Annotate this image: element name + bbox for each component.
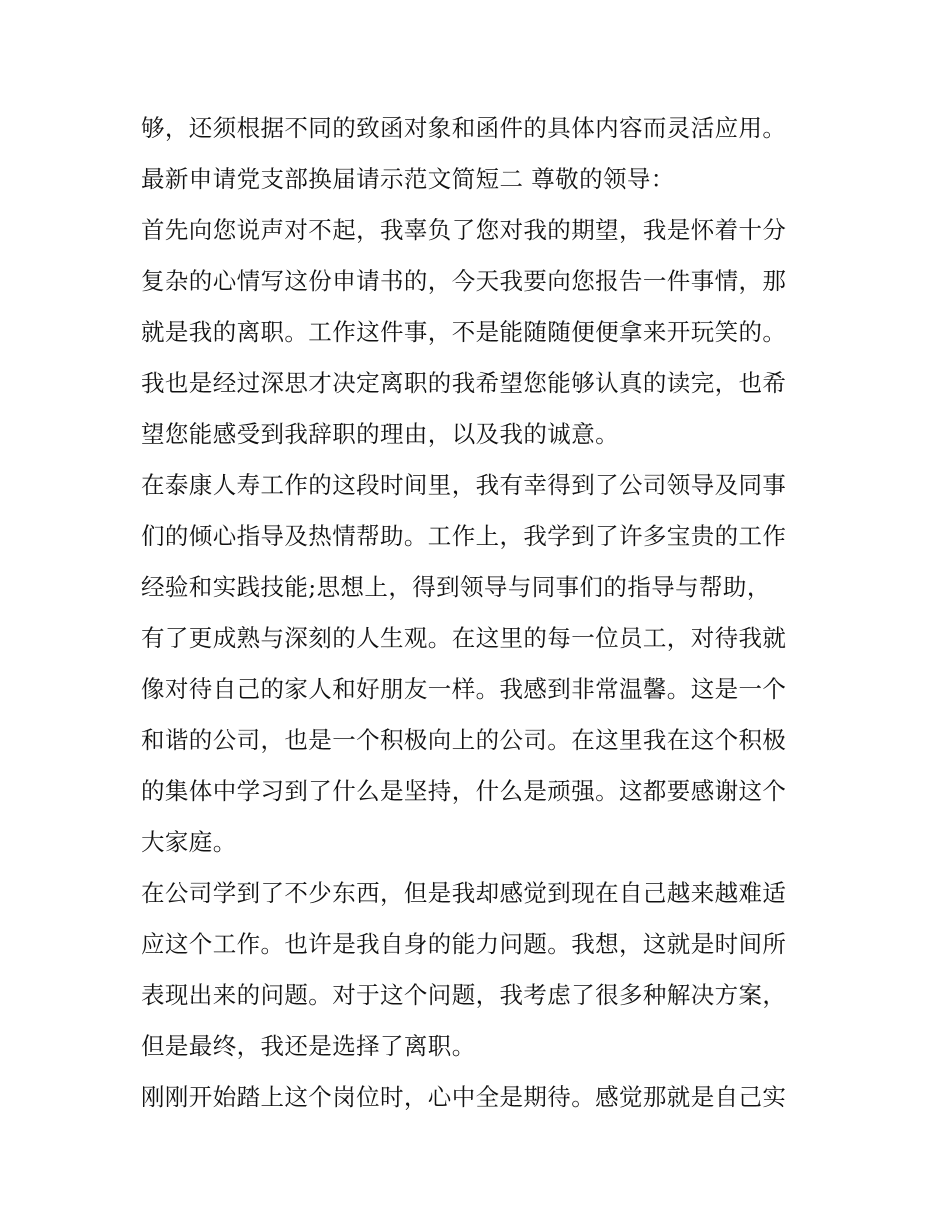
text-line: 望您能感受到我辞职的理由，以及我的诚意。	[141, 420, 619, 448]
text-line: 就是我的离职。工作这件事，不是能随随便便拿来开玩笑的。	[141, 318, 787, 346]
text-line: 有了更成熟与深刻的人生观。在这里的每一位员工，对待我就	[141, 624, 787, 652]
body-text	[141, 103, 821, 1123]
text-line: 但是最终，我还是选择了离职。	[141, 1032, 476, 1060]
text-line: 像对待自己的家人和好朋友一样。我感到非常温馨。这是一个	[141, 675, 787, 703]
text-line: 首先向您说声对不起，我辜负了您对我的期望，我是怀着十分	[141, 216, 787, 244]
text-line: 在泰康人寿工作的这段时间里，我有幸得到了公司领导及同事	[141, 471, 787, 499]
text-line: 经验和实践技能;思想上，得到领导与同事们的指导与帮助，	[141, 573, 771, 601]
section-heading-line: 最新申请党支部换届请示范文简短二 尊敬的领导：	[141, 165, 675, 193]
text-line: 的集体中学习到了什么是坚持，什么是顽强。这都要感谢这个	[141, 777, 787, 805]
text-line: 在公司学到了不少东西，但是我却感觉到现在自己越来越难适	[141, 879, 787, 907]
text-line: 应这个工作。也许是我自身的能力问题。我想，这就是时间所	[141, 930, 787, 958]
text-line: 我也是经过深思才决定离职的我希望您能够认真的读完，也希	[141, 369, 787, 397]
text-line: 表现出来的问题。对于这个问题，我考虑了很多种解决方案，	[141, 981, 787, 1009]
text-line: 刚刚开始踏上这个岗位时，心中全是期待。感觉那就是自己实	[141, 1083, 787, 1111]
text-line: 和谐的公司，也是一个积极向上的公司。在这里我在这个积极	[141, 726, 787, 754]
text-line: 们的倾心指导及热情帮助。工作上，我学到了许多宝贵的工作	[141, 522, 787, 550]
text-line: 够，还须根据不同的致函对象和函件的具体内容而灵活应用。	[141, 114, 787, 142]
text-line: 大家庭。	[141, 828, 237, 856]
text-line: 复杂的心情写这份申请书的，今天我要向您报告一件事情，那	[141, 267, 787, 295]
